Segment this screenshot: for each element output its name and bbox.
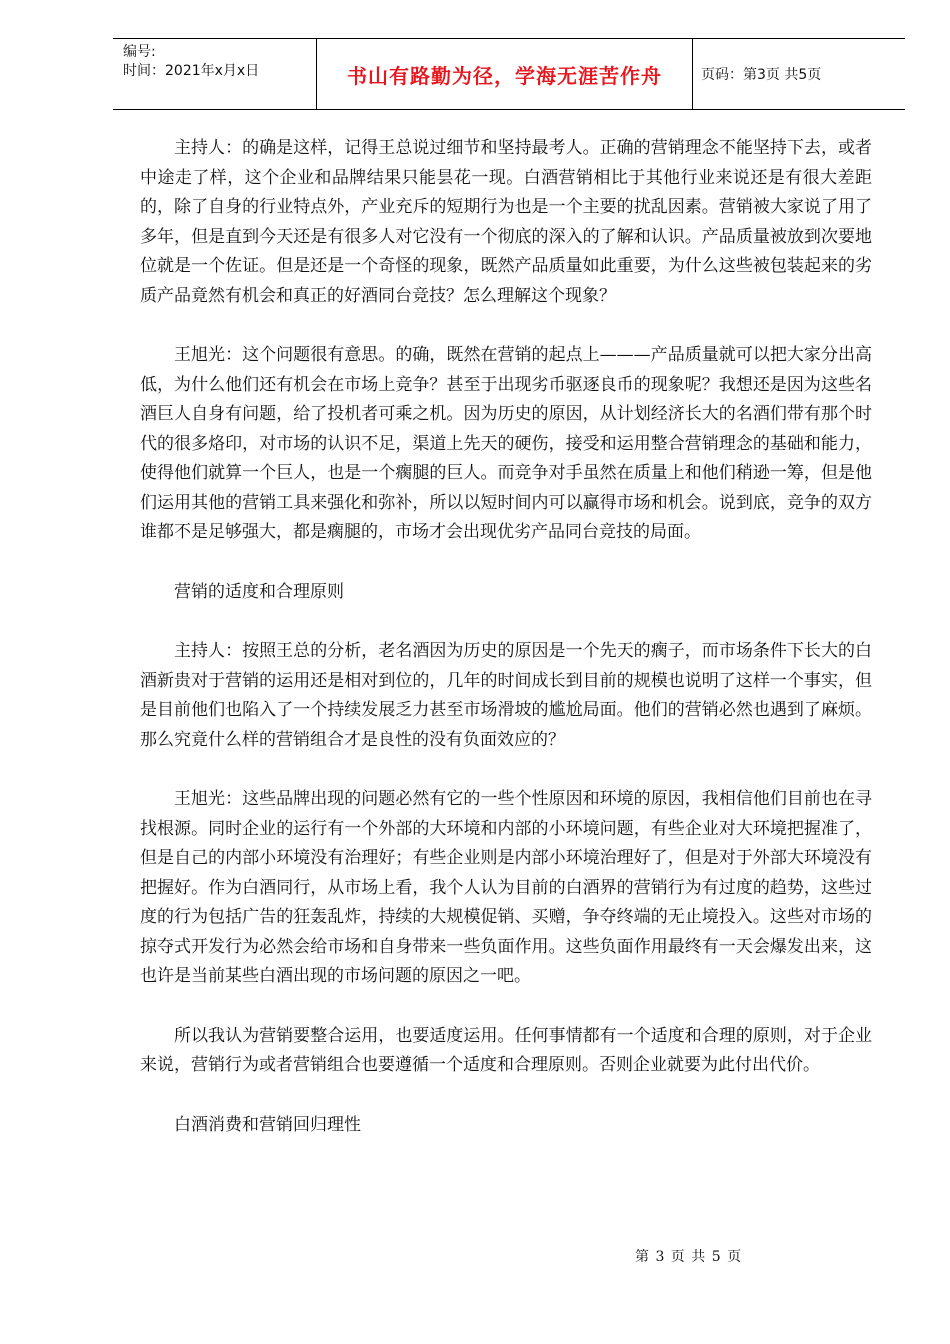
header-motto: 书山有路勤为径，学海无涯苦作舟 — [347, 63, 662, 88]
paragraph-host-question-1: 主持人：的确是这样，记得王总说过细节和坚持最考人。正确的营销理念不能坚持下去，或者中途走了样，这个企业和品牌结果只能昙花一现。白酒营销相比于其他行业来说还是有很大差距的，除了自身的行业特点外，产业充斥的短期行为也是一个主要的扰乱因素。营销被大家说了用了多年，但是直到今天还是有很多人对它没有一个彻底的深入的了解和认识。产品质量被放到次要地位就是一个佐证。但是还是一个奇怪的现象，既然产品质量如此重要，为什么这些被包装起来的劣质产品竟然有机会和真正的好酒同台竞技？怎么理解这个现象？ — [140, 138, 872, 306]
paragraph-wang-answer-1: 王旭光：这个问题很有意思。的确，既然在营销的起点上———产品质量就可以把大家分出高低，为什么他们还有机会在市场上竞争？甚至于出现劣币驱逐良币的现象呢？我想还是因为这些名酒巨人自身有问题，给了投机者可乘之机。因为历史的原因，从计划经济长大的名酒们带有那个时代的很多烙印，对市场的认识不足，渠道上先天的硬伤，接受和运用整合营销理念的基础和能力，使得他们就算一个巨人，也是一个瘸腿的巨人。而竞争对手虽然在质量上和他们稍逊一筹，但是他们运用其他的营销工具来强化和弥补，所以以短时间内可以赢得市场和机会。说到底，竞争的双方谁都不是足够强大，都是瘸腿的，市场才会出现优劣产品同台竞技的局面。 — [140, 345, 872, 542]
header-meta — [113, 39, 316, 109]
document-time-label: 时间：2021年x月x日 — [123, 63, 260, 79]
page-header — [113, 38, 905, 110]
paragraph-host-question-2: 主持人：按照王总的分析，老名酒因为历史的原因是一个先天的瘸子，而市场条件下长大的白酒新贵对于营销的运用还是相对到位的，几年的时间成长到目前的规模也说明了这样一个事实，但是目前他们也陷入了一个持续发展乏力甚至市场滑坡的尴尬局面。他们的营销必然也遇到了麻烦。那么究竟什么样的营销组合才是良性的没有负面效应的？ — [140, 641, 872, 750]
header-motto-cell — [316, 39, 693, 109]
page-footer: 第 3 页 共 5 页 — [635, 1249, 743, 1265]
document-number-label: 编号: — [123, 44, 156, 60]
paragraph-wang-answer-3: 所以我认为营销要整合运用，也要适度运用。任何事情都有一个适度和合理的原则，对于企业来说，营销行为或者营销组合也要遵循一个适度和合理原则。否则企业就要为此付出代价。 — [140, 1025, 872, 1075]
section-heading-rationality: 白酒消费和营销回归理性 — [174, 1114, 361, 1135]
header-page-label: 页码：第3页 共5页 — [701, 67, 822, 83]
document-body — [140, 134, 872, 1170]
paragraph-wang-answer-2: 王旭光：这些品牌出现的问题必然有它的一些个性原因和环境的原因，我相信他们目前也在寻找根源。同时企业的运行有一个外部的大环境和内部的小环境问题，有些企业对大环境把握准了，但是自己的内部小环境没有治理好；有些企业则是内部小环境治理好了，但是对于外部大环境没有把握好。作为白酒同行，从市场上看，我个人认为目前的白酒界的营销行为有过度的趋势，这些过度的行为包括广告的狂轰乱炸，持续的大规模促销、买赠，争夺终端的无止境投入。这些对市场的掠夺式开发行为必然会给市场和自身带来一些负面作用。这些负面作用最终有一天会爆发出来，这也许是当前某些白酒出现的市场问题的原因之一吧。 — [140, 789, 872, 986]
header-page-cell — [693, 39, 905, 109]
section-heading-moderation: 营销的适度和合理原则 — [174, 581, 344, 602]
